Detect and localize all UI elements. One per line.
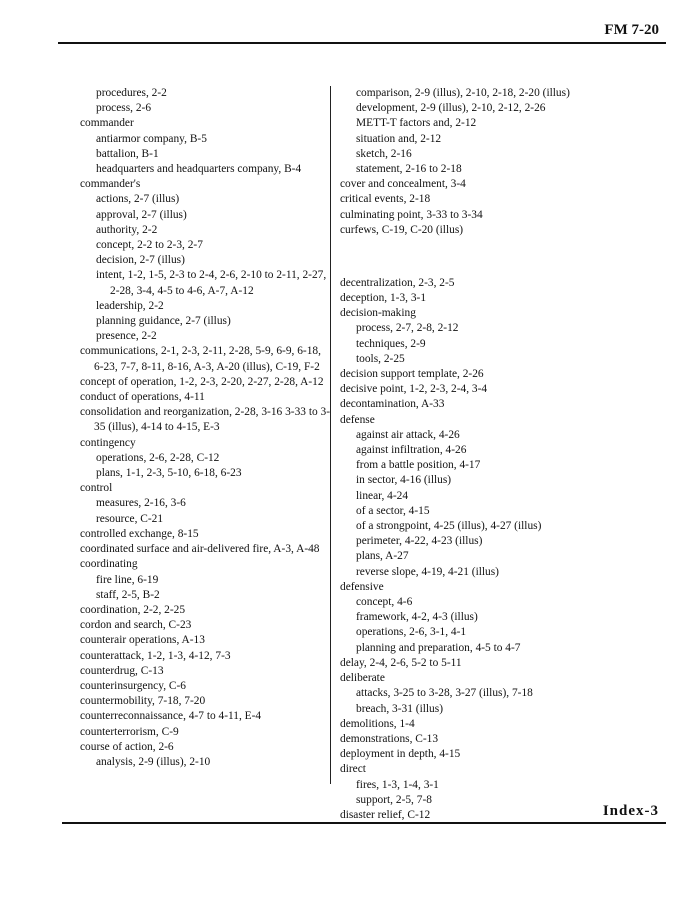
index-subentry: intent, 1-2, 1-5, 2-3 to 2-4, 2-6, 2-10 to 2-11, 2-27, 2-28, 3-4, 4-5 to 4-6, A-7, A-12: [96, 269, 327, 297]
index-entry: counterreconnaissance, 4-7 to 4-11, E-4: [80, 710, 262, 723]
index-subentry: concept, 2-2 to 2-3, 2-7: [96, 239, 203, 252]
index-subentry: tools, 2-25: [356, 352, 405, 365]
index-entry: counterterrorism, C-9: [80, 725, 179, 738]
index-entry: counterair operations, A-13: [80, 634, 205, 647]
index-entry: course of action, 2-6: [80, 740, 174, 753]
index-spacer: [340, 249, 602, 264]
index-subentry: staff, 2-5, B-2: [96, 588, 160, 601]
index-subentry: comparison, 2-9 (illus), 2-10, 2-18, 2-20 (illus): [356, 87, 570, 99]
index-entry: conduct of operations, 4-11: [80, 391, 205, 404]
index-entry: decision-making: [340, 307, 416, 320]
index-subentry: situation and, 2-12: [356, 132, 442, 145]
index-subentry: perimeter, 4-22, 4-23 (illus): [356, 535, 483, 548]
index-subentry: attacks, 3-25 to 3-28, 3-27 (illus), 7-18: [356, 687, 533, 700]
index-column-left: [80, 86, 332, 770]
index-entry: cover and concealment, 3-4: [340, 178, 466, 191]
running-header: FM 7-20: [604, 22, 659, 38]
column-divider: [330, 86, 331, 784]
index-entry: commander: [80, 117, 134, 130]
index-subentry: linear, 4-24: [356, 489, 409, 502]
index-subentry: from a battle position, 4-17: [356, 459, 481, 472]
index-entry: direct: [340, 763, 366, 776]
index-entry: coordination, 2-2, 2-25: [80, 603, 186, 616]
index-subentry: process, 2-6: [96, 102, 152, 115]
index-entry: demonstrations, C-13: [340, 732, 439, 745]
index-entry: disaster relief, C-12: [340, 808, 431, 821]
index-subentry: of a sector, 4-15: [356, 504, 430, 517]
index-entry: demolitions, 1-4: [340, 717, 415, 730]
index-subentry: development, 2-9 (illus), 2-10, 2-12, 2-26: [356, 102, 546, 115]
index-subentry: sketch, 2-16: [356, 147, 412, 160]
index-subentry: fire line, 6-19: [96, 573, 159, 586]
index-subentry: analysis, 2-9 (illus), 2-10: [96, 755, 211, 768]
index-subentry: operations, 2-6, 3-1, 4-1: [356, 626, 467, 639]
index-subentry: measures, 2-16, 3-6: [96, 497, 186, 510]
index-entry: coordinating: [80, 558, 138, 571]
index-subentry: leadership, 2-2: [96, 299, 164, 312]
index-entry: counterdrug, C-13: [80, 664, 164, 677]
index-subentry: approval, 2-7 (illus): [96, 208, 187, 221]
index-subentry: antiarmor company, B-5: [96, 132, 207, 145]
index-subentry: reverse slope, 4-19, 4-21 (illus): [356, 565, 499, 578]
index-subentry: headquarters and headquarters company, B-4: [96, 163, 302, 176]
index-entry: contingency: [80, 436, 136, 449]
index-subentry: support, 2-5, 7-8: [356, 793, 432, 806]
index-entry: decontamination, A-33: [340, 398, 445, 411]
index-entry: coordinated surface and air-delivered fire, A-3, A-48: [80, 543, 320, 556]
index-entry: defensive: [340, 580, 384, 593]
index-subentry: concept, 4-6: [356, 596, 413, 609]
index-subentry: in sector, 4-16 (illus): [356, 474, 452, 487]
index-subentry: techniques, 2-9: [356, 337, 426, 350]
index-entry: control: [80, 482, 113, 495]
index-subentry: authority, 2-2: [96, 223, 158, 236]
index-entry: culminating point, 3-33 to 3-34: [340, 208, 483, 221]
index-subentry: against air attack, 4-26: [356, 428, 460, 441]
index-subentry: METT-T factors and, 2-12: [356, 117, 477, 130]
index-entry: counterinsurgency, C-6: [80, 679, 186, 692]
index-subentry: actions, 2-7 (illus): [96, 193, 180, 206]
index-subentry: planning guidance, 2-7 (illus): [96, 315, 231, 328]
index-entry: deception, 1-3, 3-1: [340, 292, 427, 305]
index-subentry: framework, 4-2, 4-3 (illus): [356, 611, 478, 624]
index-subentry: procedures, 2-2: [96, 87, 167, 99]
footer-rule: [62, 822, 666, 824]
index-entry: decision support template, 2-26: [340, 368, 484, 381]
index-subentry: presence, 2-2: [96, 330, 157, 343]
index-entry: communications, 2-1, 2-3, 2-11, 2-28, 5-9, 6-9, 6-18, 6-23, 7-7, 8-11, 8-16, A-3, A-20 (illus), C-19, F-2: [80, 345, 321, 373]
index-subentry: process, 2-7, 2-8, 2-12: [356, 322, 459, 335]
index-subentry: planning and preparation, 4-5 to 4-7: [356, 641, 521, 654]
index-entry: decisive point, 1-2, 2-3, 2-4, 3-4: [340, 383, 488, 396]
index-subentry: battalion, B-1: [96, 147, 159, 160]
index-subentry: decision, 2-7 (illus): [96, 254, 185, 267]
index-entry: counterattack, 1-2, 1-3, 4-12, 7-3: [80, 649, 231, 662]
index-entry: commander's: [80, 178, 141, 191]
header-rule: [58, 42, 666, 44]
index-entry: concept of operation, 1-2, 2-3, 2-20, 2-27, 2-28, A-12: [80, 375, 324, 388]
index-subentry: breach, 3-31 (illus): [356, 702, 443, 715]
index-entry: critical events, 2-18: [340, 193, 431, 206]
index-entry: consolidation and reorganization, 2-28, 3-16 3-33 to 3-35 (illus), 4-14 to 4-15, E-3: [80, 406, 331, 434]
index-entry: countermobility, 7-18, 7-20: [80, 695, 206, 708]
index-entry: delay, 2-4, 2-6, 5-2 to 5-11: [340, 656, 462, 669]
index-entry: deliberate: [340, 672, 385, 685]
index-entry: deployment in depth, 4-15: [340, 748, 461, 761]
index-subentry: operations, 2-6, 2-28, C-12: [96, 451, 220, 464]
index-subentry: plans, A-27: [356, 550, 409, 563]
index-entry: defense: [340, 413, 375, 426]
index-subentry: statement, 2-16 to 2-18: [356, 163, 462, 176]
index-entry: curfews, C-19, C-20 (illus): [340, 223, 464, 236]
index-entry: controlled exchange, 8-15: [80, 527, 199, 540]
index-entry: decentralization, 2-3, 2-5: [340, 276, 455, 289]
index-subentry: of a strongpoint, 4-25 (illus), 4-27 (illus): [356, 520, 542, 533]
index-column-right: [340, 86, 602, 823]
index-subentry: resource, C-21: [96, 512, 164, 525]
index-subentry: fires, 1-3, 1-4, 3-1: [356, 778, 439, 791]
page-number: Index-3: [602, 803, 659, 819]
index-subentry: against infiltration, 4-26: [356, 444, 467, 457]
index-subentry: plans, 1-1, 2-3, 5-10, 6-18, 6-23: [96, 467, 242, 480]
index-entry: cordon and search, C-23: [80, 619, 192, 632]
